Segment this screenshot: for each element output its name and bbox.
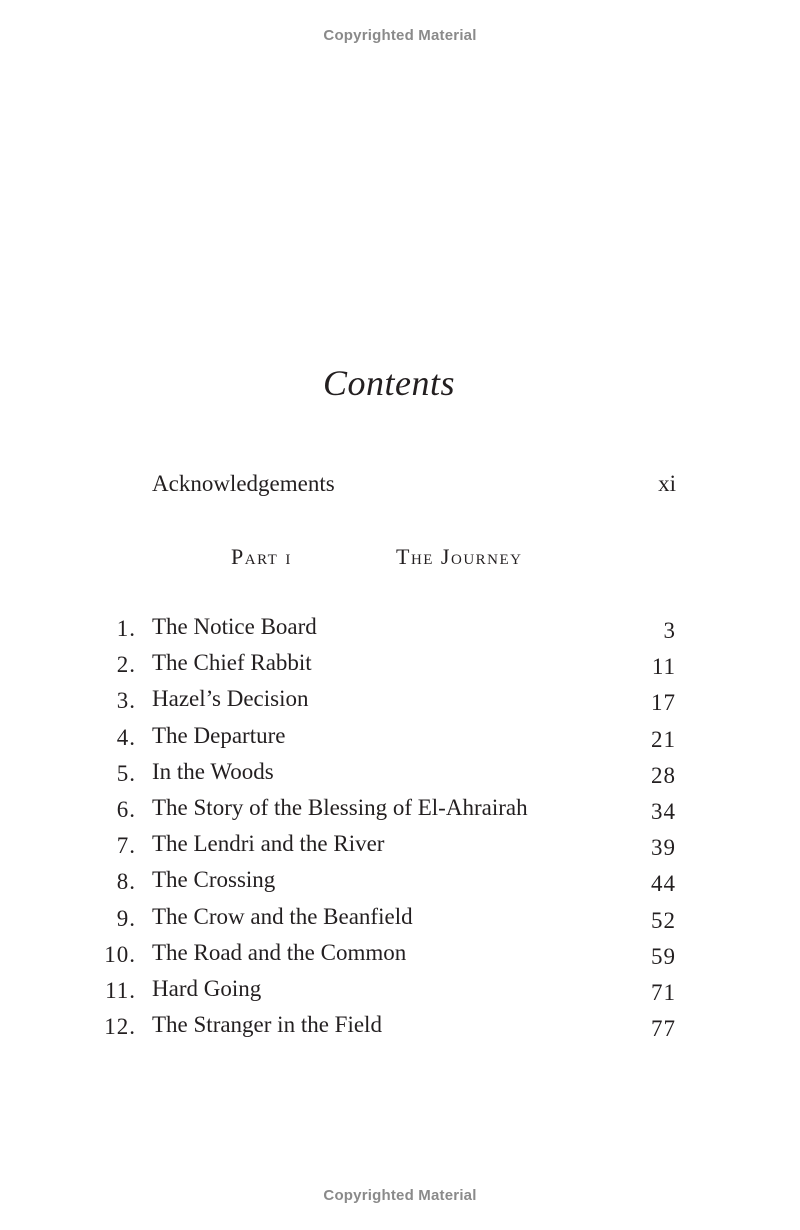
- chapter-page: 52: [651, 907, 676, 933]
- chapter-title: In the Woods: [152, 758, 274, 784]
- chapter-number: 3.: [116, 688, 136, 714]
- chapter-title: The Road and the Common: [152, 939, 407, 965]
- chapter-page: 59: [651, 943, 676, 969]
- chapter-entry: [0, 867, 800, 903]
- chapter-page: 44: [651, 871, 676, 897]
- chapter-title: The Crow and the Beanfield: [152, 903, 413, 929]
- chapter-entry: [0, 904, 800, 940]
- chapter-page: 34: [651, 798, 676, 824]
- chapter-entry: [0, 831, 800, 867]
- chapter-number: 5.: [116, 760, 136, 786]
- chapter-title: The Story of the Blessing of El-Ahrairah: [152, 794, 528, 820]
- chapter-page: 17: [651, 690, 676, 716]
- copyright-watermark-top: Copyrighted Material: [323, 27, 477, 44]
- chapter-number: 9.: [116, 905, 136, 931]
- part-title: The Journey: [396, 544, 523, 569]
- part-label: Part i: [231, 544, 292, 569]
- chapter-number: 12.: [104, 1014, 136, 1040]
- chapter-page: 11: [651, 654, 676, 680]
- chapter-title: Hard Going: [152, 975, 262, 1001]
- chapter-entry: [0, 976, 800, 1012]
- chapter-page: 28: [651, 762, 676, 788]
- chapter-page: 21: [651, 726, 676, 752]
- chapter-number: 6.: [116, 796, 136, 822]
- chapter-entry: [0, 795, 800, 831]
- chapter-title: Hazel’s Decision: [152, 686, 309, 712]
- chapter-entry: [0, 686, 800, 722]
- chapter-page: 77: [651, 1016, 676, 1042]
- chapter-title: The Stranger in the Field: [152, 1012, 382, 1038]
- chapter-page: 39: [651, 835, 676, 861]
- toc-entry-acknowledgements: [152, 471, 676, 501]
- chapter-title: The Notice Board: [152, 614, 317, 639]
- toc-entry-page: xi: [658, 471, 676, 496]
- page-title: Contents: [322, 363, 455, 403]
- chapter-title: The Departure: [152, 722, 286, 748]
- chapter-title: The Lendri and the River: [152, 831, 385, 857]
- chapter-entry: [0, 940, 800, 976]
- chapter-entry: [0, 614, 800, 650]
- chapter-number: 10.: [104, 941, 136, 967]
- chapter-entry: [0, 1012, 800, 1048]
- copyright-watermark-bottom: Copyrighted Material: [323, 1187, 477, 1204]
- chapter-title: The Chief Rabbit: [152, 650, 312, 676]
- chapter-number: 8.: [116, 869, 136, 895]
- chapter-number: 4.: [116, 724, 136, 750]
- chapter-number: 11.: [105, 977, 136, 1003]
- chapter-entry: [0, 650, 800, 686]
- chapter-page: 3: [663, 618, 676, 643]
- chapter-number: 2.: [116, 652, 136, 678]
- chapter-number: 1.: [116, 616, 136, 641]
- chapter-page: 71: [651, 979, 676, 1005]
- chapter-entry: [0, 759, 800, 795]
- chapter-list: [0, 614, 800, 1048]
- chapter-title: The Crossing: [152, 867, 276, 893]
- chapter-number: 7.: [116, 833, 136, 859]
- chapter-entry: [0, 723, 800, 759]
- toc-entry-title: Acknowledgements: [152, 471, 335, 496]
- part-heading: [0, 544, 800, 574]
